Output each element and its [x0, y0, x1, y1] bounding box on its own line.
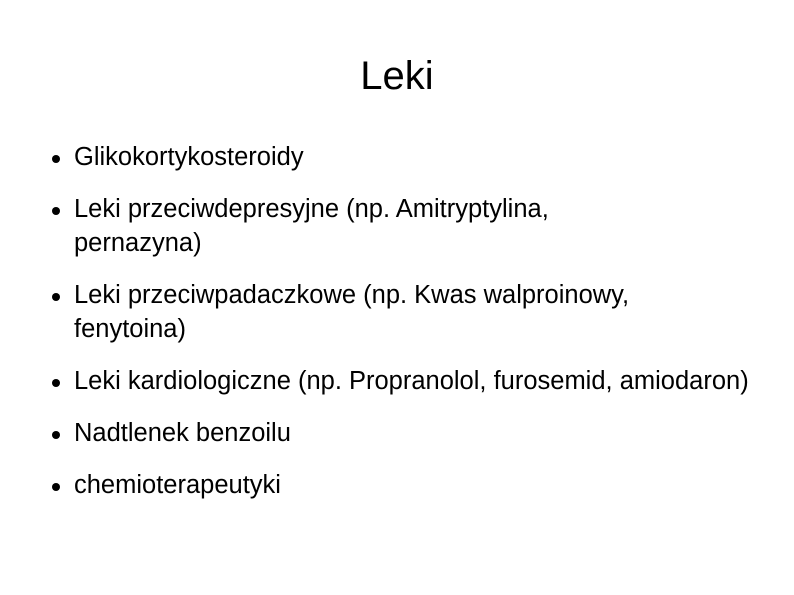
list-item — [52, 416, 772, 450]
list-item-text: Leki przeciwpadaczkowe (np. Kwas walproinowy, fenytoina) — [74, 281, 630, 343]
list-item — [52, 278, 634, 346]
bullet-icon — [52, 155, 60, 163]
bullet-icon — [52, 431, 60, 439]
list-item — [52, 192, 654, 260]
list-item-text: chemioterapeutyki — [74, 471, 281, 499]
list-item — [52, 140, 772, 174]
list-item-text: Nadtlenek benzoilu — [74, 419, 291, 447]
bullet-icon — [52, 207, 60, 215]
bullet-icon — [52, 483, 60, 491]
bullet-list — [52, 140, 772, 520]
list-item-text: Leki kardiologiczne (np. Propranolol, furosemid, amiodaron) — [74, 367, 749, 395]
list-item-text: Leki przeciwdepresyjne (np. Amitryptylina, pernazyna) — [74, 195, 549, 257]
list-item — [52, 468, 772, 502]
bullet-icon — [52, 379, 60, 387]
list-item — [52, 364, 774, 398]
bullet-icon — [52, 293, 60, 301]
slide-title: Leki — [360, 54, 434, 98]
list-item-text: Glikokortykosteroidy — [74, 143, 304, 171]
